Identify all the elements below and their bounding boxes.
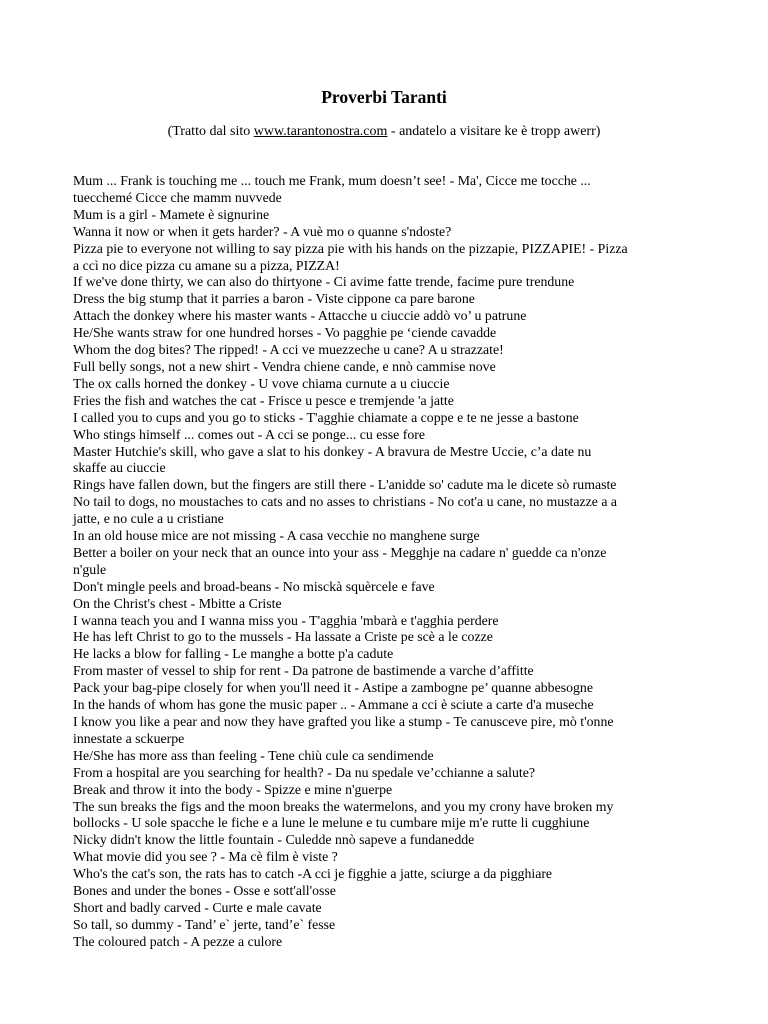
proverb-line: The sun breaks the figs and the moon breaks the watermelons, and you my crony have broken my	[73, 799, 614, 815]
proverb-line: From master of vessel to ship for rent - Da patrone de bastimende a varche d’affitte	[73, 664, 534, 680]
proverb-line: What movie did you see ? - Ma cè film è viste ?	[73, 850, 338, 866]
proverb-line: Master Hutchie's skill, who gave a slat to his donkey - A bravura de Mestre Uccie, c’a date nu	[73, 444, 592, 460]
proverb-line: Who stings himself ... comes out - A cci se ponge... cu esse fore	[73, 427, 425, 443]
proverb-line: The coloured patch - A pezze a culore	[73, 934, 283, 950]
proverb-line: He has left Christ to go to the mussels - Ha lassate a Criste pe scè a le cozze	[73, 630, 493, 646]
proverb-line: Fries the fish and watches the cat - Frisce u pesce e tremjende 'a jatte	[73, 393, 454, 409]
proverb-line: On the Christ's chest - Mbitte a Criste	[73, 596, 282, 612]
proverb-line: Pack your bag-pipe closely for when you'll need it - Astipe a zambogne pe’ quanne abbesogne	[73, 681, 593, 697]
proverb-line: tuecchemé Cicce che mamm nuvvede	[73, 190, 282, 206]
proverb-line: Wanna it now or when it gets harder? - A vuè mo o quanne s'ndoste?	[73, 224, 452, 240]
proverb-line: I called you to cups and you go to sticks - T'agghie chiamate a coppe e te ne jesse a bastone	[73, 410, 579, 426]
proverb-line: Pizza pie to everyone not willing to say pizza pie with his hands on the pizzapie, PIZZAPIE! - Pizza	[73, 241, 628, 257]
subtitle-suffix: - andatelo a visitare ke è tropp awerr)	[387, 124, 601, 139]
proverb-line: Bones and under the bones - Osse e sott'all'osse	[73, 884, 336, 900]
proverb-line: He/She wants straw for one hundred horses - Vo pagghie pe ‘ciende cavadde	[73, 326, 497, 342]
proverb-line: He lacks a blow for falling - Le manghe a botte p'a cadute	[73, 647, 394, 663]
proverb-line: Nicky didn't know the little fountain - Culedde nnò sapeve a fundanedde	[73, 833, 475, 849]
proverb-line: If we've done thirty, we can also do thirtyone - Ci avime fatte trende, facime pure trendune	[73, 275, 575, 291]
subtitle-prefix: (Tratto dal sito	[167, 124, 254, 139]
proverb-line: Mum ... Frank is touching me ... touch me Frank, mum doesn’t see! - Ma', Cicce me tocche ...	[73, 174, 591, 189]
site-link[interactable]: www.tarantonostra.com	[253, 124, 388, 139]
proverb-line: Don't mingle peels and broad-beans - No misckà squèrcele e fave	[73, 579, 435, 595]
proverb-line: Dress the big stump that it parries a baron - Viste cippone ca pare barone	[73, 292, 475, 308]
proverb-line: jatte, e no cule a u cristiane	[73, 512, 224, 528]
proverb-list	[73, 174, 698, 952]
proverb-line: The ox calls horned the donkey - U vove chiama curnute a u ciuccie	[73, 376, 450, 392]
proverb-line: Who's the cat's son, the rats has to catch -A cci je figghie a jatte, sciurge a da pigghiare	[73, 867, 553, 883]
proverb-line: So tall, so dummy - Tand’ e` jerte, tand’e` fesse	[73, 917, 336, 933]
proverb-line: Mum is a girl - Mamete è signurine	[73, 207, 270, 223]
proverb-line: In the hands of whom has gone the music paper .. - Ammane a cci è sciute a carte d'a museche	[73, 698, 594, 714]
proverb-line: From a hospital are you searching for health? - Da nu spedale ve’cchianne a salute?	[73, 765, 536, 781]
proverb-line: Whom the dog bites? The ripped! - A cci ve muezzeche u cane? A u strazzate!	[73, 343, 504, 359]
proverb-line: Rings have fallen down, but the fingers are still there - L'anidde so' cadute ma le dicete sò rumaste	[73, 478, 617, 494]
proverb-line: a ccì no dice pizza cu amane su a pizza, PIZZA!	[73, 258, 340, 274]
proverb-line: I wanna teach you and I wanna miss you - T'agghia 'mbarà e t'agghia perdere	[73, 613, 499, 629]
proverb-line: Better a boiler on your neck that an ounce into your ass - Megghje na cadare n' guedde ca n'onze	[73, 545, 607, 561]
proverb-line: Full belly songs, not a new shirt - Vendra chiene cande, e nnò cammise nove	[73, 359, 496, 375]
proverb-line: Short and badly carved - Curte e male cavate	[73, 900, 322, 916]
proverb-line: bollocks - U sole spacche le fiche e a lune le melune e tu cumbare mije m'e rutte li cugghiune	[73, 816, 590, 832]
proverb-line: I know you like a pear and now they have grafted you like a stump - Te canusceve pire, mò t'onne	[73, 715, 614, 730]
proverb-line: No tail to dogs, no moustaches to cats and no asses to christians - No cot'a u cane, no mustazze a a	[73, 495, 618, 511]
proverb-line: innestate a sckuerpe	[73, 731, 185, 747]
proverb-line: Break and throw it into the body - Spizze e mine n'guerpe	[73, 782, 393, 798]
page-title: Proverbi Taranti	[321, 87, 447, 107]
subtitle	[0, 123, 768, 141]
proverb-line: skaffe au ciuccie	[73, 461, 166, 477]
proverb-line: n'gule	[73, 562, 107, 578]
proverb-line: He/She has more ass than feeling - Tene chiù cule ca sendimende	[73, 748, 434, 764]
proverb-line: Attach the donkey where his master wants - Attacche u ciuccie addò vo’ u patrune	[73, 309, 527, 325]
proverb-line: In an old house mice are not missing - A casa vecchie no manghene surge	[73, 529, 480, 545]
